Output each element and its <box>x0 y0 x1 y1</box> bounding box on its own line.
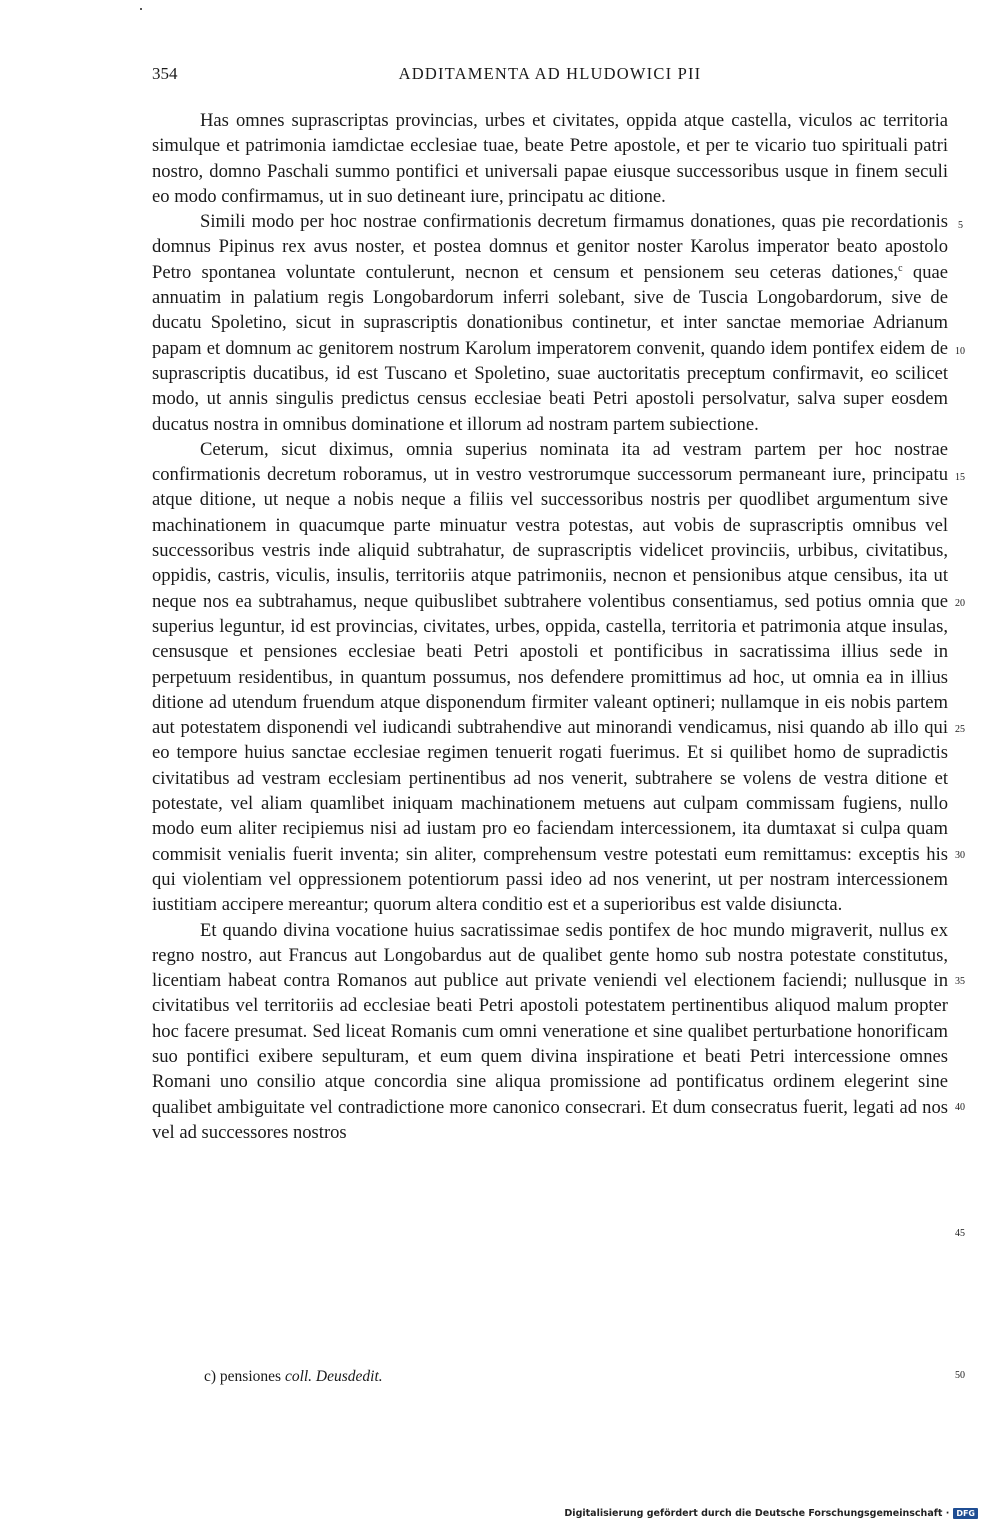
paragraph <box>152 209 948 437</box>
footnote <box>204 1368 383 1386</box>
footnote-label: c) <box>204 1368 217 1385</box>
paragraph-text: Ceterum, sicut diximus, omnia superius nominata ita ad vestram partem per hoc nostrae confirmationis decretum roboramus, ut in vestro vestrorumque successorum permaneant iure, principatu atque ditione, ut neque a nobis neque a filiis vel successoribus nostris per quodlibet argumentum sive machinationem in quacumque parte minuatur vestra potestas, aut vobis de suprascriptis omnibus vel successoribus vestris inde aliquid subtrahatur, de suprascriptis videlicet provinciis, urbibus, civitatibus, oppidis, castris, viculis, insulis, territoriis atque patrimoniis, necnon et pensionibus atque censibus, ita ut neque nos ea subtrahamus, neque quibuslibet subtrahere volentibus consentiamus, sed potius omnia que superius leguntur, id est provincias, civitates, urbes, oppida, castella, territoria et patrimonia atque insulas, censusque et pensiones ecclesiae beati Petri apostoli et pontificibus in sacratissima illius sede in perpetuum residentibus, in quantum possumus, nos defendere promittimus ad hoc, ut omnia ea in illius ditione ad utendum fruendum atque disponendum firmiter valeant optineri; nullamque in eis nobis partem aut potestatem disponendi vel iudicandi subtrahendive aut minorandi vendicamus, nisi quando ab illo qui eo tempore huius sanctae ecclesiae regimen tenuerit rogati fuerimus. Et si quilibet homo de supradictis civitatibus ad vestram ecclesiam pertinentibus ad nos venerit, subtrahere se volens de vestra ditione et potestate, vel aliam quamlibet iniquam machinationem metuens aut culpam commissam fugiens, nullo modo eum aliter recipiemus nisi ad iustam pro eo faciendam intercessionem, ita dumtaxat si culpa quam commisit venialis fuerit inventa; sin aliter, comprehensum vestre potestati eum remittamus: exceptis his qui violentiam vel oppressionem potentiorum passi ideo ad nos venerint, ut per nostram intercessionem iustitiam accipere mereantur; quorum altera conditio est et a superioribus est valde disiuncta. <box>152 438 948 916</box>
paragraph-text: Et quando divina vocatione huius sacratissimae sedis pontifex de hoc mundo migraverit, nullus ex regno nostro, aut Francus aut Longobardus aut de qualibet gente homo sub nostra potestate constitutus, licentiam habeat contra Romanos aut publice aut private veniendi vel electionem faciendi; nullusque in civitatibus vel territoriis ad ecclesiae beati Petri apostoli potestatem pertinentibus aliquod malum propter hoc facere presumat. Sed liceat Romanis cum omni veneratione et sine qualibet perturbatione honorificam suo pontifici exibere sepulturam, et eum quem divina inspiratione et beati Petri intercessione omnes Romani uno consilio atque concordia sine aliqua promissione ad pontificatus ordinem elegerint sine qualibet ambiguitate vel contradictione more canonico consecrari. Et dum consecratus fuerit, legati ad nos vel ad successores nostros <box>152 919 948 1143</box>
paragraph-text: Simili modo per hoc nostrae confirmationis decretum firmamus donationes, quas pie recordationis domnus Pipinus rex avus noster, et postea domnus et genitor noster Karolus imperator beato apostolo Petro spontanea voluntate contulerunt, necnon et censum et pensionem seu ceteras dationes, <box>152 211 948 283</box>
line-number: 40 <box>955 1102 965 1113</box>
page-header <box>152 64 948 88</box>
scan-speck <box>140 8 142 10</box>
footnote-word: pensiones <box>219 1368 282 1385</box>
paragraph <box>152 108 948 209</box>
main-text <box>152 108 948 1145</box>
line-number: 50 <box>955 1370 965 1381</box>
paragraph-text: quae annuatim in palatium regis Longobardorum inferri solebant, sive de Tuscia Longobardorum, sive de ducatu Spoletino, sicut in suprascriptis donationibus continetur, et inter sanctae memoriae Adrianum papam et domnum ac genitorem nostrum Karolum imperatorem convenit, quando idem pontifex eidem de suprascriptis ducatibus, id est Tuscano et Spoletino, suae auctoritatis preceptum confirmavit, eo scilicet modo, ut annis singulis predictus census ecclesiae beati Petri apostoli persolvatur, salva super eosdem ducatus nostra in omnibus dominatione et illorum ad nostram partem subiectione. <box>152 261 948 435</box>
line-number: 10 <box>955 346 965 357</box>
line-number: 5 <box>958 220 963 231</box>
line-number: 25 <box>955 724 965 735</box>
dfg-logo: DFG <box>953 1508 978 1519</box>
digitization-credit <box>564 1508 978 1519</box>
footnote-source: coll. Deusdedit. <box>284 1368 383 1385</box>
paragraph <box>152 437 948 918</box>
line-number: 45 <box>955 1228 965 1239</box>
paragraph <box>152 918 948 1146</box>
line-number: 20 <box>955 598 965 609</box>
credit-text: Digitalisierung gefördert durch die Deutsche Forschungsgemeinschaft · <box>564 1508 950 1519</box>
line-number: 35 <box>955 976 965 987</box>
paragraph-text: Has omnes suprascriptas provincias, urbes et civitates, oppida atque castella, viculos ac territoria simulque et patrimonia iamdictae ecclesiae tuae, beate Petre apostole, et per te vicario tuo spirituali patri nostro, domno Paschali summo pontifici et universali papae eiusque successoribus usque in finem seculi eo modo confirmamus, ut in suo detineant iure, principatu ac ditione. <box>152 110 948 207</box>
line-number: 15 <box>955 472 965 483</box>
line-number: 30 <box>955 850 965 861</box>
footnote-marker: c <box>898 262 903 274</box>
page-number: 354 <box>152 64 178 83</box>
running-title: ADDITAMENTA AD HLUDOWICI PII <box>398 64 702 83</box>
